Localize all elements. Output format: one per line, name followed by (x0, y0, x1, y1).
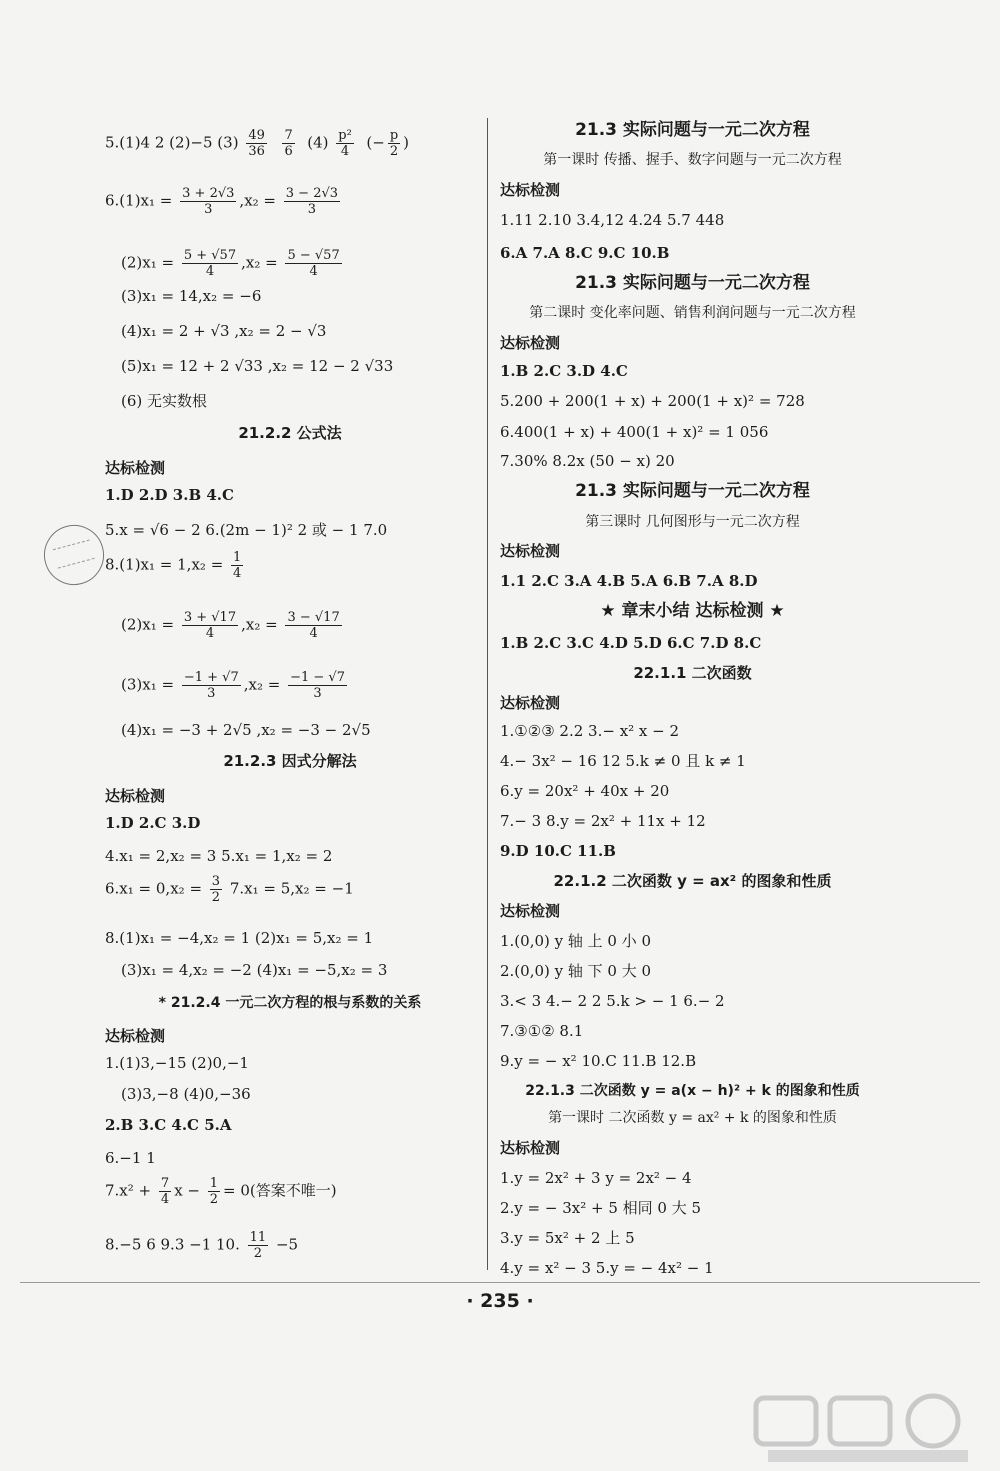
section-title-22-1-1: 22.1.1 二次函数 (633, 664, 752, 682)
answer-text: (2)x₁ = (121, 253, 175, 272)
section-label-dabiao: 达标检测 (500, 694, 561, 712)
answer-row: 3.y = 5x² + 2 上 5 (500, 1229, 635, 1247)
fraction (284, 186, 340, 217)
answer-row: 6.A 7.A 8.C 9.C 10.B (500, 244, 670, 262)
denominator: 3 (207, 686, 216, 701)
answer-row: 6.400(1 + x) + 400(1 + x)² = 1 056 (500, 423, 769, 441)
answer-row: 4.y = x² − 3 5.y = − 4x² − 1 (500, 1259, 714, 1277)
numerator: 3 (211, 874, 221, 889)
answer-row: 1.(1)3,−15 (2)0,−1 (105, 1054, 249, 1072)
answer-text: ,x₂ = (243, 675, 281, 694)
numerator: 7 (284, 128, 293, 143)
denominator: 6 (284, 144, 293, 159)
numerator: 5 + √57 (183, 248, 237, 263)
section-label-dabiao: 达标检测 (500, 1139, 561, 1157)
lesson-subtitle: 第二课时 变化率问题、销售利润问题与一元二次方程 (529, 305, 856, 321)
fraction (285, 248, 341, 279)
denominator: 2 (253, 1246, 263, 1261)
column-divider (487, 118, 488, 1270)
fraction (336, 128, 354, 159)
answer-text: (4) (307, 133, 329, 152)
denominator: 2 (209, 1192, 219, 1207)
answer-row: 1.B 2.C 3.C 4.D 5.D 6.C 7.D 8.C (500, 634, 762, 652)
section-title-22-1-3: 22.1.3 二次函数 y = a(x − h)² + k 的图象和性质 (525, 1083, 860, 1099)
fraction (180, 186, 236, 217)
answer-text: = 0(答案不唯一) (223, 1181, 337, 1200)
fraction (288, 670, 347, 701)
section-label-dabiao: 达标检测 (500, 334, 561, 352)
answer-text: (3)x₁ = (121, 675, 175, 694)
lesson-subtitle: 第一课时 传播、握手、数字问题与一元二次方程 (543, 152, 842, 168)
answer-row: 7.− 3 8.y = 2x² + 11x + 12 (500, 812, 706, 830)
answer-6-2 (121, 248, 345, 279)
section-title-21-3-a: 21.3 实际问题与一元二次方程 (575, 120, 810, 140)
answer-8-1 (105, 550, 246, 581)
answer-text: x − (174, 1181, 200, 1200)
answer-row: 9.y = − x² 10.C 11.B 12.B (500, 1052, 697, 1070)
numerator: 1 (209, 1176, 219, 1191)
answer-8 (105, 1230, 298, 1261)
answer-6-1 (105, 186, 343, 217)
answer-row: (3)3,−8 (4)0,−36 (121, 1085, 251, 1103)
fraction (208, 1176, 220, 1207)
answer-row: 6.y = 20x² + 40x + 20 (500, 782, 670, 800)
answer-text: ) (403, 133, 409, 152)
denominator: 3 (204, 202, 213, 217)
answer-row: 7.③①② 8.1 (500, 1022, 584, 1040)
answer-row: 1.B 2.C 3.D 4.C (500, 362, 628, 380)
answer-row: 1.①②③ 2.2 3.− x² x − 2 (500, 722, 680, 740)
section-title-21-2-4: * 21.2.4 一元二次方程的根与系数的关系 (158, 995, 422, 1011)
numerator: 5 − √57 (287, 248, 340, 263)
denominator: 2 (389, 144, 399, 159)
chapter-summary-title: ★ 章末小结 达标检测 ★ (600, 601, 785, 621)
denominator: 36 (248, 144, 265, 159)
lesson-subtitle: 第三课时 几何图形与一元二次方程 (585, 514, 800, 530)
answer-row: 8.(1)x₁ = −4,x₂ = 1 (2)x₁ = 5,x₂ = 1 (105, 929, 374, 947)
answer-8-2 (121, 610, 345, 641)
numerator: p² (338, 128, 352, 143)
page-number-value: 235 (480, 1290, 520, 1312)
answer-6-3: (3)x₁ = 14,x₂ = −6 (121, 287, 262, 305)
numerator: 3 + 2√3 (182, 186, 235, 201)
fraction (159, 1176, 171, 1207)
denominator: 2 (211, 890, 221, 905)
answer-row: 1.D 2.D 3.B 4.C (105, 486, 234, 504)
answer-6-4: (4)x₁ = 2 + √3 ,x₂ = 2 − √3 (121, 322, 327, 340)
answer-text: 8.−5 6 9.3 −1 10. (105, 1235, 240, 1254)
denominator: 4 (233, 566, 242, 581)
numerator: −1 + √7 (183, 670, 239, 685)
answer-row: 4.− 3x² − 16 12 5.k ≠ 0 且 k ≠ 1 (500, 752, 746, 770)
answer-text: 7.x₁ = 5,x₂ = −1 (225, 879, 354, 898)
numerator: 3 + √17 (183, 610, 237, 625)
answer-row: 1.1 2.C 3.A 4.B 5.A 6.B 7.A 8.D (500, 572, 758, 590)
fraction (182, 248, 238, 279)
answer-row: 2.y = − 3x² + 5 相同 0 大 5 (500, 1199, 702, 1217)
section-label-dabiao: 达标检测 (105, 1027, 166, 1045)
fraction (388, 128, 400, 159)
numerator: 3 − 2√3 (285, 186, 339, 201)
answer-text: 8.(1)x₁ = 1,x₂ = (105, 555, 224, 574)
answer-5 (105, 128, 409, 159)
answer-row: 1.11 2.10 3.4,12 4.24 5.7 448 (500, 211, 725, 229)
numerator: 49 (248, 128, 265, 143)
answer-8-3 (121, 670, 350, 701)
answer-text: 6.(1)x₁ = (105, 191, 173, 210)
answer-6-7 (105, 874, 354, 905)
fraction (282, 128, 294, 159)
answer-text: −5 (271, 1235, 299, 1254)
numerator: 11 (249, 1230, 267, 1245)
answer-6-6: (6) 无实数根 (121, 392, 208, 410)
fraction (248, 1230, 269, 1261)
denominator: 4 (205, 626, 215, 641)
fraction (246, 128, 267, 159)
fraction (285, 610, 341, 641)
section-label-dabiao: 达标检测 (500, 542, 561, 560)
numerator: 7 (160, 1176, 170, 1191)
fraction (182, 610, 238, 641)
denominator: 4 (309, 626, 318, 641)
denominator: 4 (340, 144, 350, 159)
numerator: 3 − √17 (287, 610, 340, 625)
numerator: −1 − √7 (290, 670, 345, 685)
fraction (182, 670, 241, 701)
section-title-21-2-2: 21.2.2 公式法 (238, 424, 342, 442)
answer-text: ,x₂ = (241, 615, 278, 634)
answer-text: 5.(1)4 2 (2)−5 (3) (105, 133, 239, 152)
section-label-dabiao: 达标检测 (105, 459, 166, 477)
footer-rule (20, 1282, 980, 1283)
stamp-icon (37, 518, 110, 591)
answer-8-4: (4)x₁ = −3 + 2√5 ,x₂ = −3 − 2√5 (121, 721, 371, 739)
fraction (210, 874, 222, 905)
answer-row: 2.(0,0) y 轴 下 0 大 0 (500, 962, 652, 980)
answer-row: 2.B 3.C 4.C 5.A (105, 1116, 232, 1134)
denominator: 4 (309, 264, 318, 279)
section-label-dabiao: 达标检测 (500, 181, 561, 199)
answer-text: ,x₂ = (239, 191, 276, 210)
section-title-22-1-2: 22.1.2 二次函数 y = ax² 的图象和性质 (553, 872, 832, 890)
answer-row: 1.y = 2x² + 3 y = 2x² − 4 (500, 1169, 692, 1187)
section-title-21-2-3: 21.2.3 因式分解法 (223, 752, 357, 770)
answer-text: ,x₂ = (241, 253, 278, 272)
section-label-dabiao: 达标检测 (105, 787, 166, 805)
answer-6-5: (5)x₁ = 12 + 2 √33 ,x₂ = 12 − 2 √33 (121, 357, 394, 375)
section-label-dabiao: 达标检测 (500, 902, 561, 920)
answer-row: 4.x₁ = 2,x₂ = 3 5.x₁ = 1,x₂ = 2 (105, 847, 333, 865)
answer-row: 1.D 2.C 3.D (105, 814, 201, 832)
denominator: 4 (205, 264, 215, 279)
watermark-logo-icon (748, 1390, 983, 1465)
answer-row: 5.x = √6 − 2 6.(2m − 1)² 2 或 − 1 7.0 (105, 521, 388, 539)
section-title-21-3-b: 21.3 实际问题与一元二次方程 (575, 273, 810, 293)
answer-row: 3.< 3 4.− 2 2 5.k > − 1 6.− 2 (500, 992, 725, 1010)
denominator: 3 (313, 686, 322, 701)
answer-row: 1.(0,0) y 轴 上 0 小 0 (500, 932, 652, 950)
answer-row: 6.−1 1 (105, 1149, 156, 1167)
answer-row: 5.200 + 200(1 + x) + 200(1 + x)² = 728 (500, 392, 805, 410)
page-number: · 235 · (466, 1290, 534, 1312)
lesson-subtitle: 第一课时 二次函数 y = ax² + k 的图象和性质 (548, 1110, 837, 1126)
denominator: 3 (307, 202, 317, 217)
denominator: 4 (160, 1192, 170, 1207)
numerator: p (389, 128, 399, 143)
answer-text: 7.x² + (105, 1181, 152, 1200)
fraction (231, 550, 243, 581)
answer-7 (105, 1176, 337, 1207)
answer-text: 6.x₁ = 0,x₂ = (105, 879, 203, 898)
answer-text: (2)x₁ = (121, 615, 175, 634)
answer-text: (− (366, 133, 385, 152)
answer-row: (3)x₁ = 4,x₂ = −2 (4)x₁ = −5,x₂ = 3 (121, 961, 388, 979)
answer-row: 9.D 10.C 11.B (500, 842, 616, 860)
answer-row: 7.30% 8.2x (50 − x) 20 (500, 452, 675, 470)
section-title-21-3-c: 21.3 实际问题与一元二次方程 (575, 481, 810, 501)
numerator: 1 (233, 550, 242, 565)
